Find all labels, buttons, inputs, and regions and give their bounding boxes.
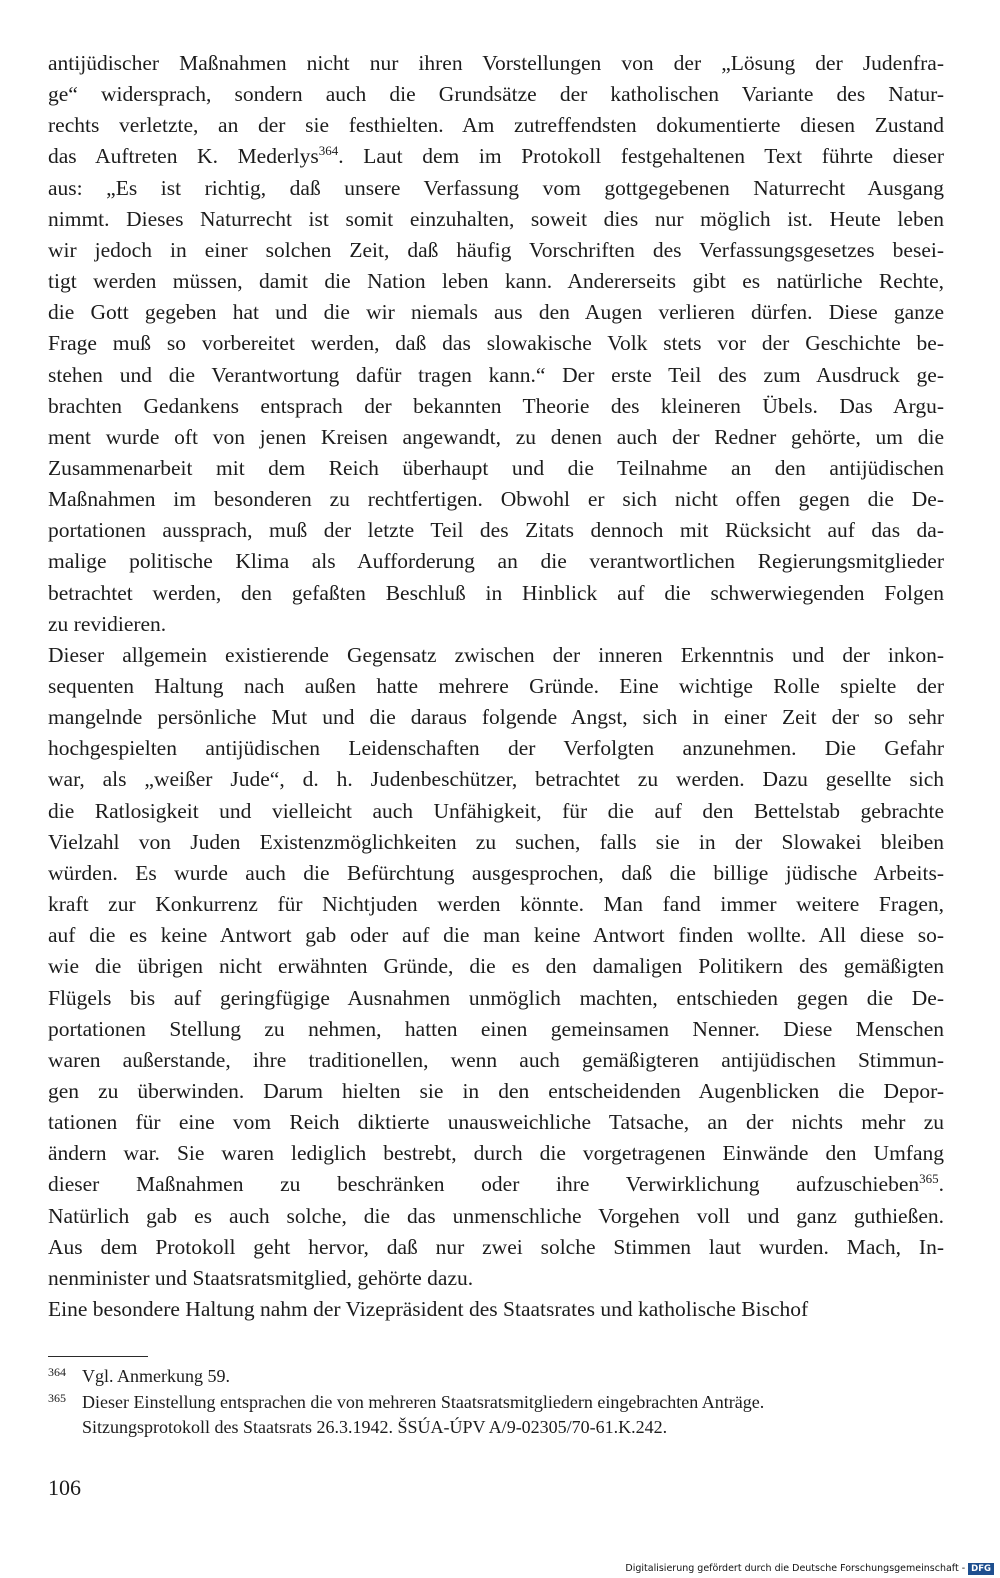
footnote-text: Dieser Einstellung entsprachen die von mehreren Staatsratsmitgliedern eingebrachten Anträge. [82, 1392, 765, 1412]
text-line: die Gott gegeben hat und die wir niemals aus den Augen verlieren dürfen. Diese ganze [48, 300, 944, 325]
text-line: tigt werden müssen, damit die Nation leben kann. Andererseits gibt es natürliche Rechte, [48, 269, 944, 293]
text-line: nenminister und Staatsratsmitglied, gehörte dazu. [48, 1265, 474, 1290]
footnote-number: 364 [48, 1365, 66, 1379]
digitization-credit [625, 1562, 994, 1576]
text-line-part: das Auftreten K. Mederlys [48, 144, 319, 169]
text-line: sequenten Haltung nach außen hatte mehrere Gründe. Eine wichtige Rolle spielte der [48, 674, 944, 698]
text-line-part: dieser Maßnahmen zu beschränken oder ihre Verwirklichung aufzuschieben [48, 1172, 920, 1197]
text-line: ment wurde oft von jenen Kreisen angewandt, zu denen auch der Redner gehörte, um die [48, 424, 944, 449]
text-line: Frage muß so vorbereitet werden, daß das slowakische Volk stets vor der Geschichte be- [48, 331, 944, 356]
text-line: aus: „Es ist richtig, daß unsere Verfassung vom gottgegebenen Naturrecht Ausgang [48, 175, 944, 200]
text-line: wie die übrigen nicht erwähnten Gründe, die es den damaligen Politikern des gemäßigten [48, 954, 944, 979]
text-line [48, 141, 944, 171]
text-line: zu revidieren. [48, 611, 167, 636]
text-line-part: . [938, 1172, 944, 1197]
text-line: Flügels bis auf geringfügige Ausnahmen unmöglich machten, entschieden gegen die De- [48, 985, 944, 1010]
dfg-logo: DFG [968, 1563, 994, 1575]
text-line: waren außerstande, ihre traditionellen, wenn auch gemäßigteren antijüdischen Stimmun- [48, 1047, 944, 1072]
text-line: die Ratlosigkeit und vielleicht auch Unfähigkeit, für die auf den Bettelstab gebrachte [48, 798, 944, 823]
text-line: nimmt. Dieses Naturrecht ist somit einzuhalten, soweit dies nur möglich ist. Heute leben [48, 206, 944, 231]
page-number: 106 [48, 1475, 81, 1500]
text-line: antijüdischer Maßnahmen nicht nur ihren Vorstellungen von der „Lösung der Judenfra- [48, 51, 944, 75]
text-line: kraft zur Konkurrenz für Nichtjuden werden könnte. Man fand immer weitere Fragen, [48, 892, 944, 916]
text-line: brachten Gedankens entsprach der bekannten Theorie des kleineren Übels. Das Argu- [48, 393, 944, 418]
text-line: tationen für eine vom Reich diktierte unausweichliche Tatsache, an der nichts mehr zu [48, 1110, 944, 1135]
text-line: ändern war. Sie waren lediglich bestrebt, durch die vorgetragenen Einwände den Umfang [48, 1141, 944, 1166]
text-line: Zusammenarbeit mit dem Reich überhaupt und die Teilnahme an den antijüdischen [48, 455, 944, 480]
text-line [48, 1169, 944, 1199]
text-line: portationen Stellung zu nehmen, hatten einen gemeinsamen Nenner. Diese Menschen [48, 1016, 944, 1041]
footnote-ref-365[interactable]: 365 [919, 1171, 939, 1187]
text-line: stehen und die Verantwortung dafür tragen kann.“ Der erste Teil des zum Ausdruck ge- [48, 362, 944, 387]
text-line: Maßnahmen im besonderen zu rechtfertigen. Obwohl er sich nicht offen gegen die De- [48, 487, 944, 512]
footnote-ref-364[interactable]: 364 [318, 143, 339, 159]
credit-text: Digitalisierung gefördert durch die Deutsche Forschungsgemeinschaft - [625, 1563, 966, 1574]
text-line: gen zu überwinden. Darum hielten sie in den entscheidenden Augenblicken die Depor- [48, 1079, 944, 1103]
text-line: Dieser allgemein existierende Gegensatz zwischen der inneren Erkenntnis und der inkon- [48, 642, 944, 667]
text-line: malige politische Klima als Aufforderung an die verantwortlichen Regierungsmitglieder [48, 549, 944, 574]
text-line: Aus dem Protokoll geht hervor, daß nur zwei solche Stimmen laut wurden. Mach, In- [48, 1234, 944, 1259]
text-line-part: . Laut dem im Protokoll festgehaltenen Text führte dieser [338, 144, 944, 169]
text-line: wir jedoch in einer solchen Zeit, daß häufig Vorschriften des Verfassungsgesetzes besei- [48, 237, 944, 262]
footnote-text: Sitzungsprotokoll des Staatsrats 26.3.1942. ŠSÚA-ÚPV A/9-02305/70-61.K.242. [82, 1417, 668, 1437]
text-line: Natürlich gab es auch solche, die das unmenschliche Vorgehen voll und ganz guthießen. [48, 1203, 944, 1228]
footnote-text: Vgl. Anmerkung 59. [82, 1366, 230, 1386]
footnote-number: 365 [48, 1391, 66, 1405]
text-line: betrachtet werden, den gefaßten Beschluß in Hinblick auf die schwerwiegenden Folgen [48, 580, 944, 605]
text-line: war, als „weißer Jude“, d. h. Judenbeschützer, betrachtet zu werden. Dazu gesellte sich [48, 767, 944, 792]
text-line: ge“ widersprach, sondern auch die Grundsätze der katholischen Variante des Natur- [48, 82, 944, 107]
text-line: hochgespielten antijüdischen Leidenschaften der Verfolgten anzunehmen. Die Gefahr [48, 736, 944, 761]
text-line: portationen aussprach, muß der letzte Teil des Zitats dennoch mit Rücksicht auf das da- [48, 518, 944, 543]
text-line: Eine besondere Haltung nahm der Vizepräsident des Staatsrates und katholische Bischof [48, 1297, 809, 1321]
text-line: auf die es keine Antwort gab oder auf die man keine Antwort finden wollte. All diese so- [48, 923, 944, 948]
text-line: rechts verletzte, an der sie festhielten. Am zutreffendsten dokumentierte diesen Zustand [48, 113, 944, 138]
text-line: würden. Es wurde auch die Befürchtung ausgesprochen, daß die billige jüdische Arbeits- [48, 860, 944, 885]
text-line: Vielzahl von Juden Existenzmöglichkeiten zu suchen, falls sie in der Slowakei bleiben [48, 829, 944, 854]
text-line: mangelnde persönliche Mut und die daraus folgende Angst, sich in einer Zeit der so sehr [48, 705, 944, 730]
book-page [48, 0, 944, 1578]
